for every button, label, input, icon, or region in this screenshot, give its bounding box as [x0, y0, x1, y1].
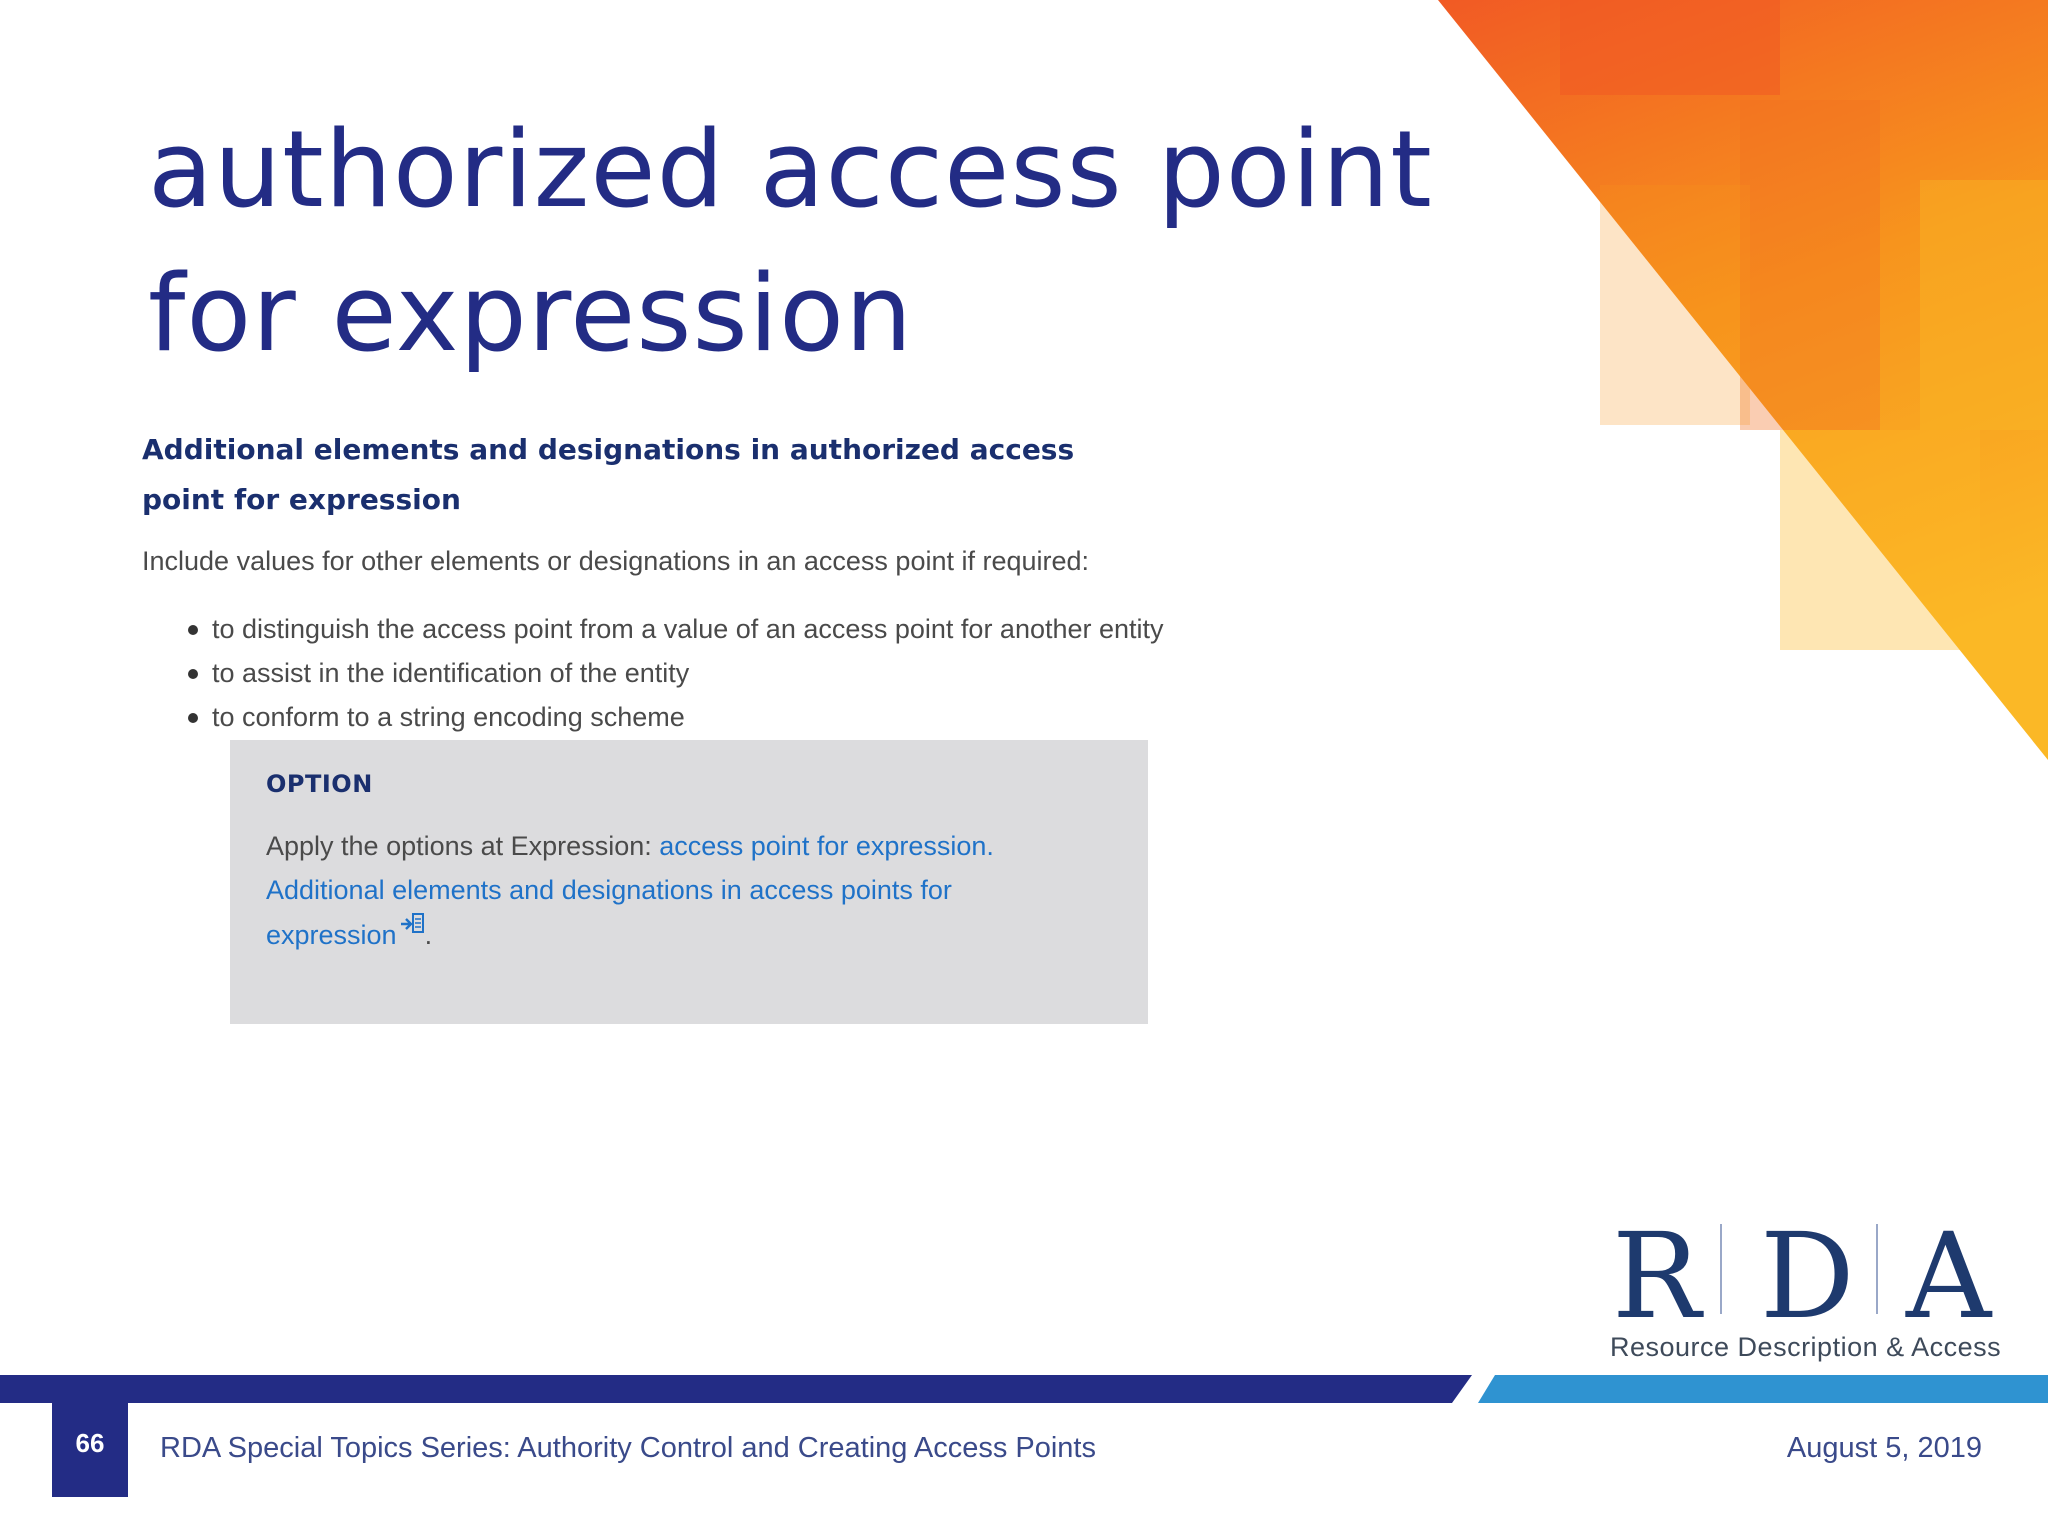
logo-letter: D — [1760, 1207, 1855, 1345]
footer-date: August 5, 2019 — [1786, 1432, 1982, 1464]
link-access-point-for-expression[interactable]: access point for expression. — [659, 831, 994, 861]
logo-divider — [1876, 1224, 1878, 1314]
list-item: to distinguish the access point from a value of an access point for another entity — [188, 607, 1164, 651]
slide-title: authorized access point for expression — [148, 108, 1433, 375]
link-expression[interactable]: expression — [266, 920, 397, 950]
external-link-icon[interactable] — [399, 912, 425, 936]
bullet-icon — [188, 669, 198, 679]
logo-divider — [1720, 1224, 1722, 1314]
embedded-screenshot — [142, 425, 1182, 1025]
option-label: OPTION — [266, 770, 373, 798]
bullet-icon — [188, 625, 198, 635]
logo-letter: A — [1906, 1207, 1992, 1345]
option-text: Apply the options at Expression: access point for expression. Additional elements and designations in access points for expression . — [266, 831, 994, 950]
option-box — [230, 740, 1148, 1024]
footer-series-title: RDA Special Topics Series: Authority Control and Creating Access Points — [160, 1432, 1096, 1464]
link-additional-elements[interactable]: Additional elements and designations in access points for — [266, 875, 952, 905]
logo-subtitle: Resource Description & Access — [1610, 1332, 2002, 1362]
bullet-list — [188, 607, 1164, 739]
page-number: 66 — [52, 1403, 128, 1497]
logo-letter: R — [1612, 1207, 1701, 1345]
intro-text: Include values for other elements or designations in an access point if required: — [142, 546, 1090, 576]
bullet-icon — [188, 713, 198, 723]
section-heading: Additional elements and designations in authorized access point for expression — [142, 433, 1075, 516]
list-item: to conform to a string encoding scheme — [188, 695, 1164, 739]
list-item: to assist in the identification of the entity — [188, 651, 1164, 695]
rda-logo — [1604, 1207, 2004, 1368]
